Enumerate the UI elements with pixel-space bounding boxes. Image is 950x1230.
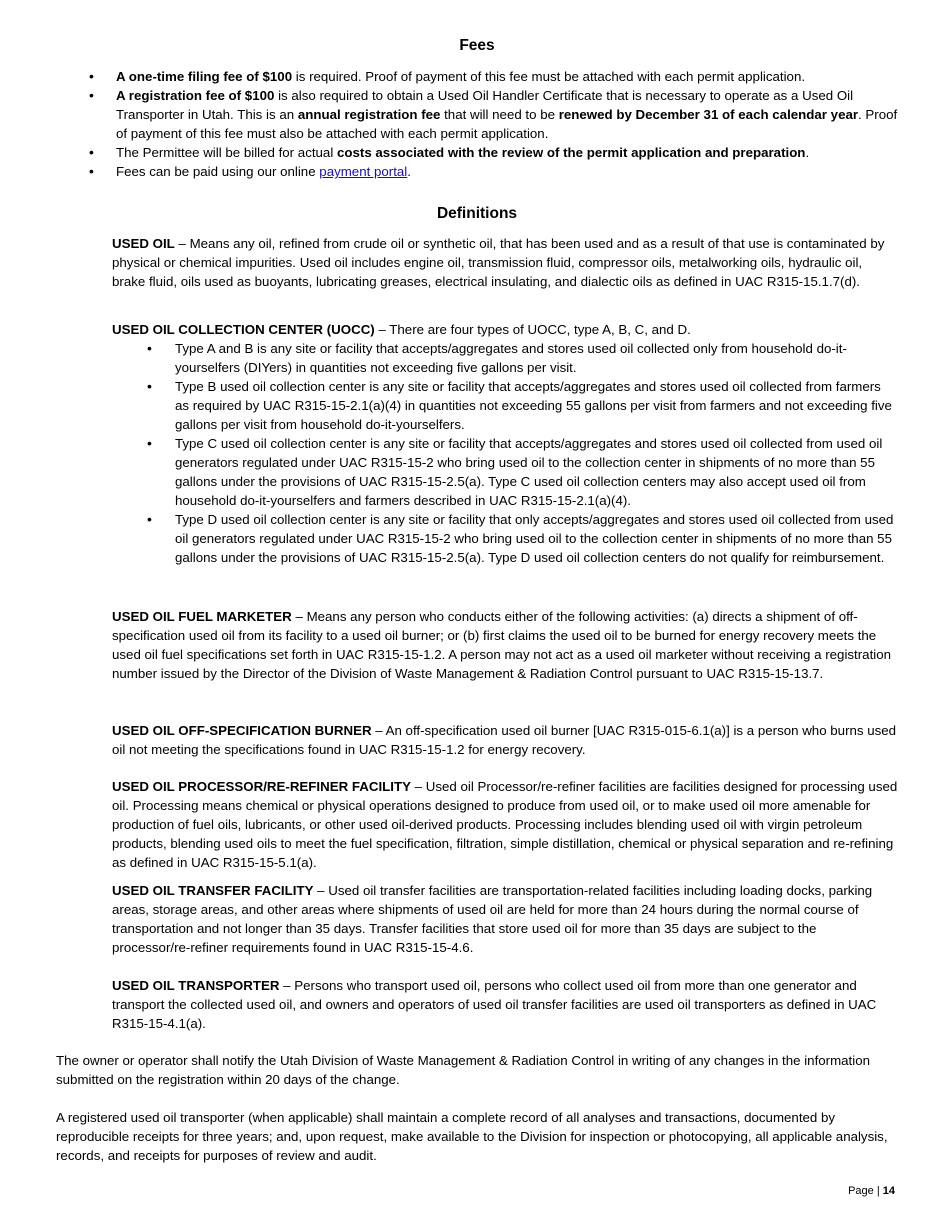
definition-processor: USED OIL PROCESSOR/RE-REFINER FACILITY – Used oil Processor/re-refiner facilities are facilities designed for processing used oil. Processing means chemical or physical operations designed to produce from used oil, or to make used oil more amenable for production of fuel oils, lubricants, or other used oil-derived products. Processing includes blending used oil with virgin petroleum products, blending used oils to meet the fuel specification, filtration, simple distillation, chemical or physical separation and re-refining as defined in UAC R315-15-5.1(a). <box>112 779 898 870</box>
fee-item-billing: • The Permittee will be billed for actual costs associated with the review of the permit application and preparation. <box>116 143 906 162</box>
uocc-type-a-b: • Type A and B is any site or facility that accepts/aggregates and stores used oil collected only from household do-it-yourselfers (DIYers) in quantities not exceeding five gallons per visit. <box>175 339 895 377</box>
fee-item-registration: • A registration fee of $100 is also required to obtain a Used Oil Handler Certificate that is necessary to operate as a Used Oil Transporter in Utah. This is an annual registration fee that will need to be renewed by December 31 of each calendar year. Proof of payment of this fee must also be attached with each permit application. <box>116 86 906 143</box>
uocc-type-b: • Type B used oil collection center is any site or facility that accepts/aggregates and stores used oil collected from farmers as required by UAC R315-15-2.1(a)(4) in quantities not exceeding 55 gallons per visit from farmers and not exceeding five gallons per visit from household do-it-yourselfers. <box>175 377 895 434</box>
uocc-type-list <box>175 339 895 567</box>
fees-heading: Fees <box>459 37 495 54</box>
definition-transfer-facility: USED OIL TRANSFER FACILITY – Used oil transfer facilities are transportation-related facilities including loading docks, parking areas, storage areas, and other areas where shipments of used oil are held for more than 24 hours during the normal course of transportation and not longer than 35 days. Transfer facilities that store used oil for more than 35 days are subject to the processor/re-refiner requirements found in UAC R315-15-4.6. <box>112 883 873 955</box>
fee-item-filing: • A one-time filing fee of $100 is required. Proof of payment of this fee must be attached with each permit application. <box>116 67 906 86</box>
definition-transporter: USED OIL TRANSPORTER – Persons who transport used oil, persons who collect used oil from more than one generator and transport the collected used oil, and owners and operators of used oil transfer facilities are used oil transporters as defined in UAC R315-15-4.1(a). <box>112 978 877 1031</box>
uocc-type-d: • Type D used oil collection center is any site or facility that only accepts/aggregates and stores used oil collected from used oil generators regulated under UAC R315-15-2 who bring used oil to the collection center in shipments of no more than 55 gallons under the provisions of UAC R315-15-2.5(a). Type D used oil collection centers do not qualify for reimbursement. <box>175 510 895 567</box>
uocc-type-c: • Type C used oil collection center is any site or facility that accepts/aggregates and stores used oil collected from used oil generators regulated under UAC R315-15-2 who bring used oil to the collection center in shipments of no more than 55 gallons under the provisions of UAC R315-15-2.5(a). Type C used oil collection centers may also accept used oil from household do-it-yourselfers and farmers described in UAC R315-15-2.1(a)(4). <box>175 434 895 510</box>
page-footer <box>848 1184 895 1198</box>
definition-uocc: USED OIL COLLECTION CENTER (UOCC) – There are four types of UOCC, type A, B, C, and D. <box>112 322 691 337</box>
page-label: Page | <box>848 1185 883 1197</box>
definition-fuel-marketer: USED OIL FUEL MARKETER – Means any person who conducts either of the following activities: (a) directs a shipment of off-specification used oil from its facility to a used oil burner; or (b) first claims the used oil to be burned for energy recovery meets the used oil fuel specifications set forth in UAC R315-15-1.2. A person may not act as a used oil marketer without receiving a registration number issued by the Director of the Division of Waste Management & Radiation Control pursuant to UAC R315-15-13.7. <box>112 609 892 681</box>
definition-used-oil: USED OIL – Means any oil, refined from crude oil or synthetic oil, that has been used and as a result of that use is contaminated by physical or chemical impurities. Used oil includes engine oil, transmission fluid, compressor oils, metalworking oils, hydraulic oil, brake fluid, oils used as buoyants, lubricating greases, electrical insulating, and dialectic oils as defined in UAC R315-15.1.7(d). <box>112 236 885 289</box>
definitions-heading: Definitions <box>436 205 518 222</box>
page-number: 14 <box>882 1185 895 1197</box>
closing-paragraph-notify: The owner or operator shall notify the Utah Division of Waste Management & Radiation Control in writing of any changes in the information submitted on the registration within 20 days of the change. <box>56 1053 870 1087</box>
fee-item-payment: • Fees can be paid using our online payment portal. <box>116 162 906 181</box>
payment-portal-link[interactable]: payment portal <box>319 164 408 179</box>
fees-list <box>116 67 906 181</box>
closing-paragraph-records: A registered used oil transporter (when applicable) shall maintain a complete record of all analyses and transactions, documented by reproducible receipts for three years; and, upon request, make available to the Division for inspection or photocopying, all applicable analysis, records, and receipts for purposes of review and audit. <box>56 1110 888 1163</box>
definition-offspec-burner: USED OIL OFF-SPECIFICATION BURNER – An off-specification used oil burner [UAC R315-015-6.1(a)] is a person who burns used oil not meeting the specifications found in UAC R315-15-1.2 for energy recovery. <box>112 723 897 757</box>
